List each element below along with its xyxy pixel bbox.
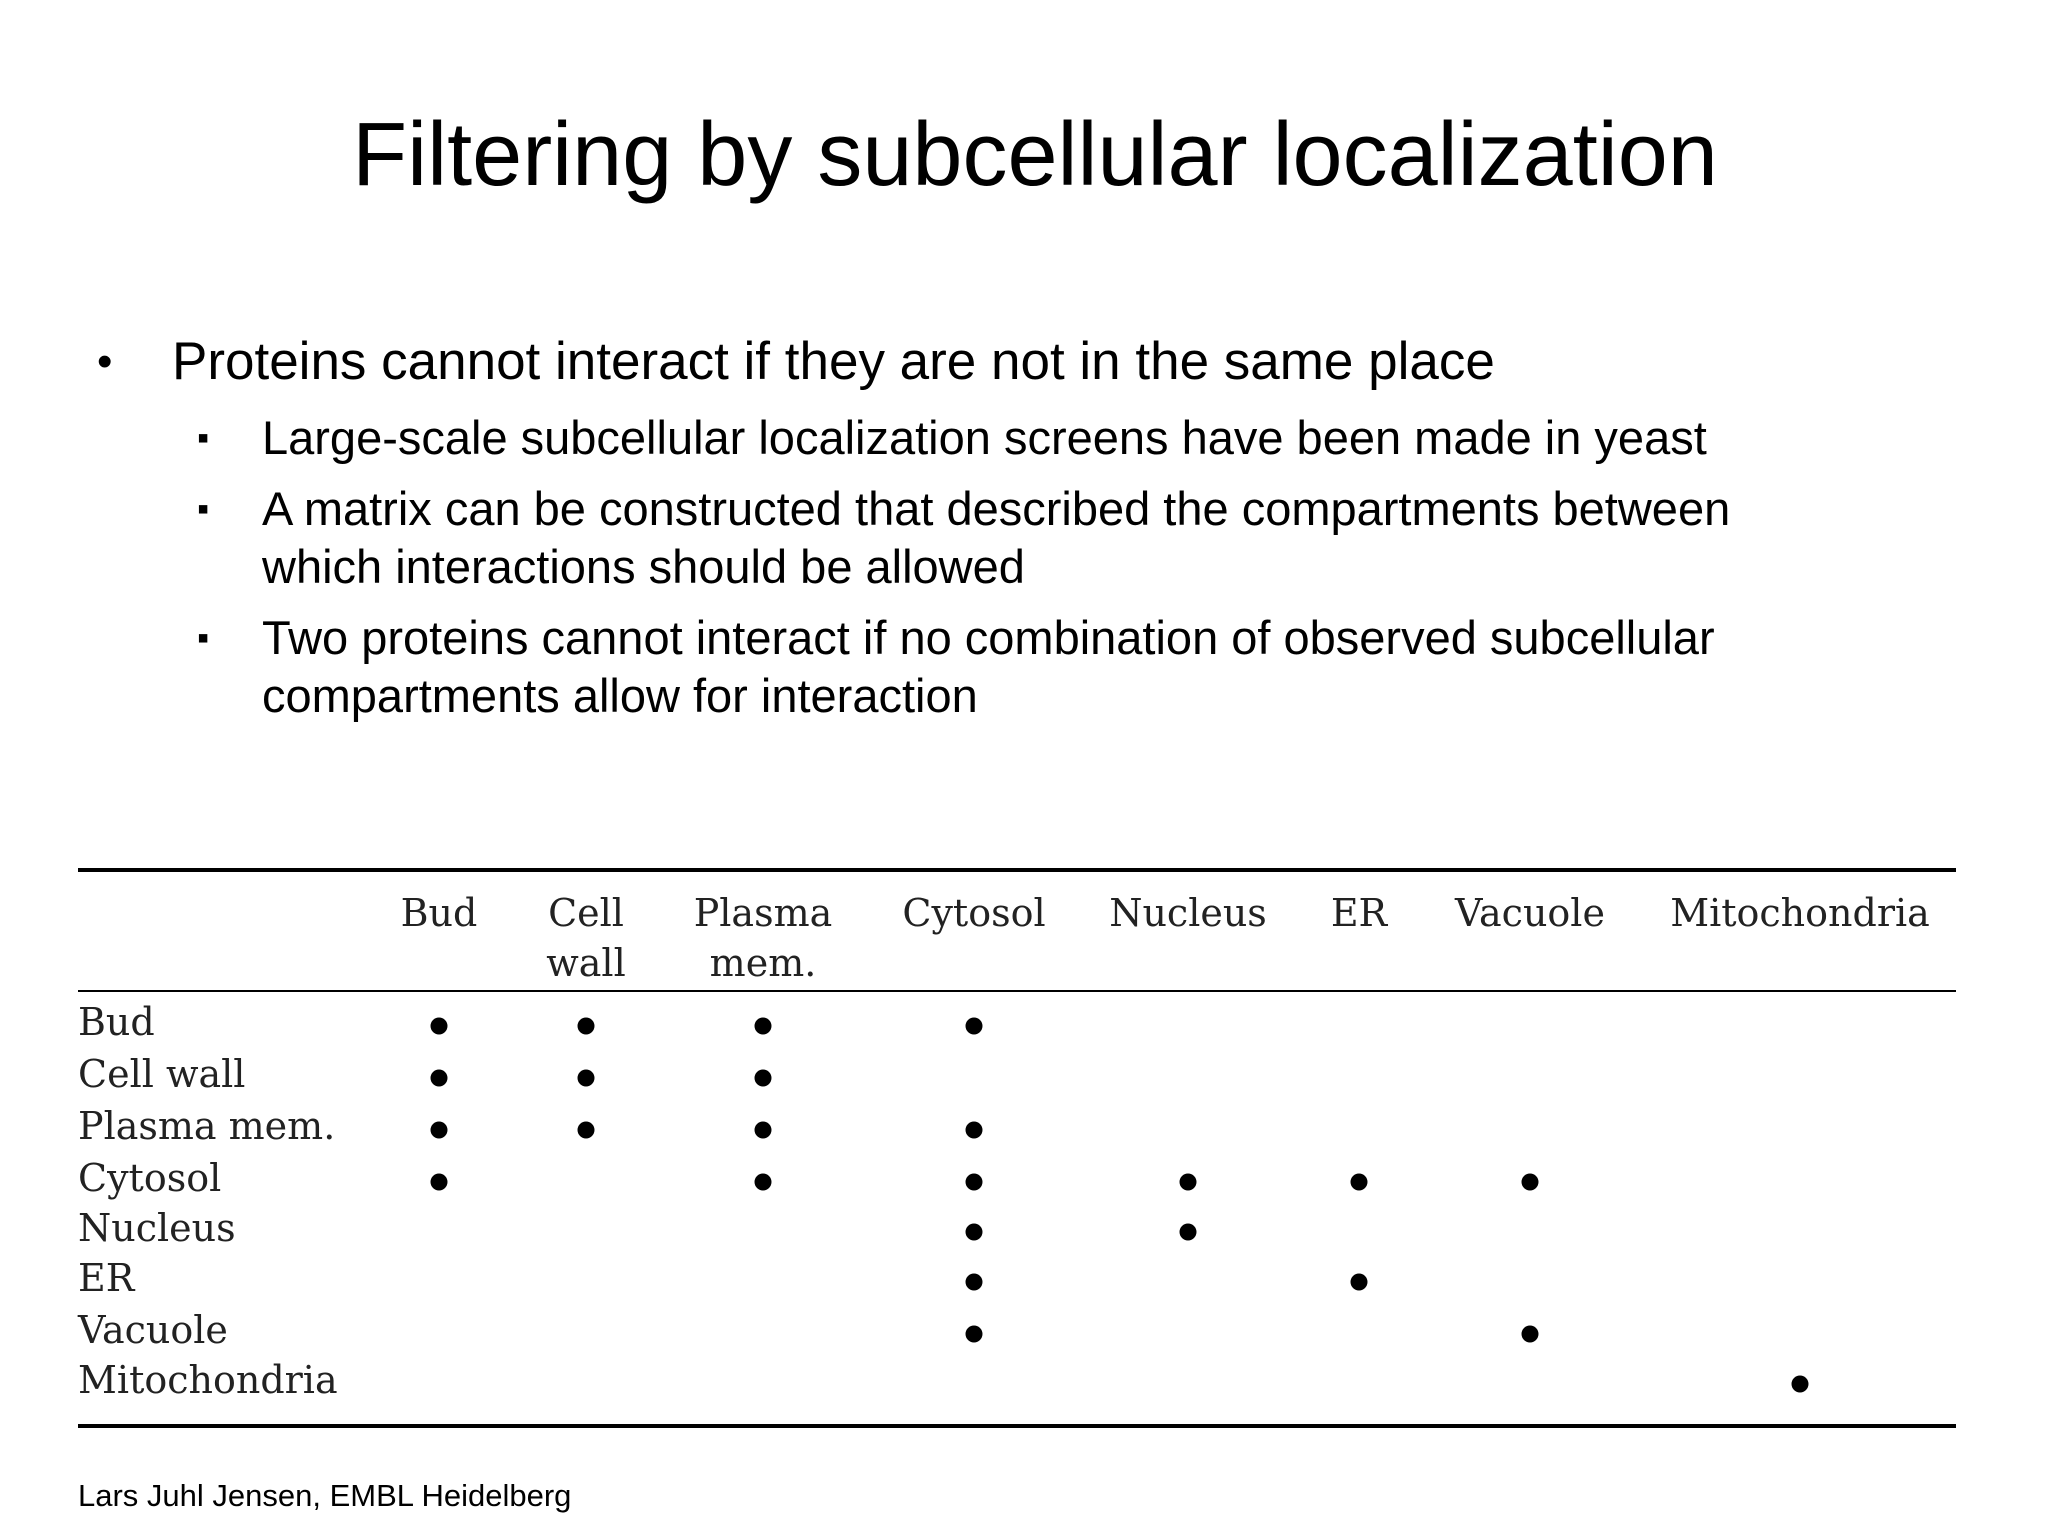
- bullet-main-text: Proteins cannot interact if they are not in the same place: [172, 332, 1495, 391]
- allowed-dot: [1351, 1174, 1368, 1191]
- allowed-dot: [966, 1274, 983, 1291]
- sub-bullet-2-line1: A matrix can be constructed that described the compartments between: [262, 482, 1731, 535]
- allowed-dot: [755, 1174, 772, 1191]
- allowed-dot: [431, 1122, 448, 1139]
- allowed-dot: [966, 1326, 983, 1343]
- allowed-dot: [431, 1018, 448, 1035]
- column-header-line2: mem.: [709, 941, 817, 985]
- allowed-dot: [966, 1224, 983, 1241]
- sub-bullet-1-line1: Large-scale subcellular localization screens have been made in yeast: [262, 411, 1707, 464]
- allowed-dot: [755, 1018, 772, 1035]
- table-rule-bottom: [78, 1424, 1956, 1428]
- bullet-dot-icon: •: [97, 337, 113, 386]
- row-label: Cell wall: [78, 1052, 246, 1096]
- sub-bullet-1: [197, 409, 1707, 467]
- sub-bullet-3-line1: Two proteins cannot interact if no combination of observed subcellular: [262, 611, 1715, 664]
- column-header-line1: Mitochondria: [1670, 891, 1930, 935]
- sub-bullet-2-line2: which interactions should be allowed: [262, 540, 1025, 593]
- allowed-dot: [1522, 1174, 1539, 1191]
- allowed-dot: [578, 1018, 595, 1035]
- sub-bullet-3: [197, 609, 1715, 725]
- row-label: Plasma mem.: [78, 1104, 336, 1148]
- column-header-line1: Cytosol: [902, 891, 1046, 935]
- sub-bullet-2: [197, 480, 1731, 596]
- table-rule-top: [78, 868, 1956, 872]
- allowed-dot: [578, 1070, 595, 1087]
- row-label: Nucleus: [78, 1206, 236, 1250]
- square-bullet-icon: ▪: [197, 490, 210, 528]
- row-label: Vacuole: [78, 1308, 228, 1352]
- allowed-dot: [1792, 1376, 1809, 1393]
- allowed-dot: [1522, 1326, 1539, 1343]
- bullet-main: [97, 330, 1495, 394]
- column-header-line1: Plasma: [693, 891, 833, 935]
- column-header: [1331, 888, 1387, 938]
- sub-bullet-3-line2: compartments allow for interaction: [262, 669, 978, 722]
- table-rule-header: [78, 990, 1956, 992]
- footer-credit: Lars Juhl Jensen, EMBL Heidelberg: [78, 1478, 572, 1513]
- column-header-line1: ER: [1330, 891, 1388, 935]
- allowed-dot: [755, 1070, 772, 1087]
- allowed-dot: [1351, 1274, 1368, 1291]
- column-header: [546, 888, 626, 988]
- column-header-line1: Bud: [400, 891, 478, 935]
- row-label: Mitochondria: [78, 1358, 338, 1402]
- column-header-line1: Vacuole: [1455, 891, 1605, 935]
- column-header: [1455, 888, 1605, 938]
- allowed-dot: [431, 1174, 448, 1191]
- allowed-dot: [1180, 1174, 1197, 1191]
- allowed-dot: [1180, 1224, 1197, 1241]
- column-header: [902, 888, 1045, 938]
- column-header: [1670, 888, 1930, 938]
- row-label: ER: [78, 1256, 135, 1300]
- column-header: [1109, 888, 1267, 938]
- compartment-matrix: [78, 868, 1956, 1428]
- column-header: [694, 888, 833, 988]
- allowed-dot: [578, 1122, 595, 1139]
- allowed-dot: [966, 1122, 983, 1139]
- column-header: [401, 888, 478, 938]
- allowed-dot: [755, 1122, 772, 1139]
- square-bullet-icon: ▪: [197, 419, 210, 457]
- column-header-line1: Nucleus: [1109, 891, 1267, 935]
- allowed-dot: [431, 1070, 448, 1087]
- allowed-dot: [966, 1174, 983, 1191]
- allowed-dot: [966, 1018, 983, 1035]
- row-label: Cytosol: [78, 1156, 222, 1200]
- slide-title: Filtering by subcellular localization: [352, 105, 1718, 205]
- row-label: Bud: [78, 1000, 155, 1044]
- square-bullet-icon: ▪: [197, 619, 210, 657]
- column-header-line2: wall: [546, 941, 626, 985]
- column-header-line1: Cell: [548, 891, 624, 935]
